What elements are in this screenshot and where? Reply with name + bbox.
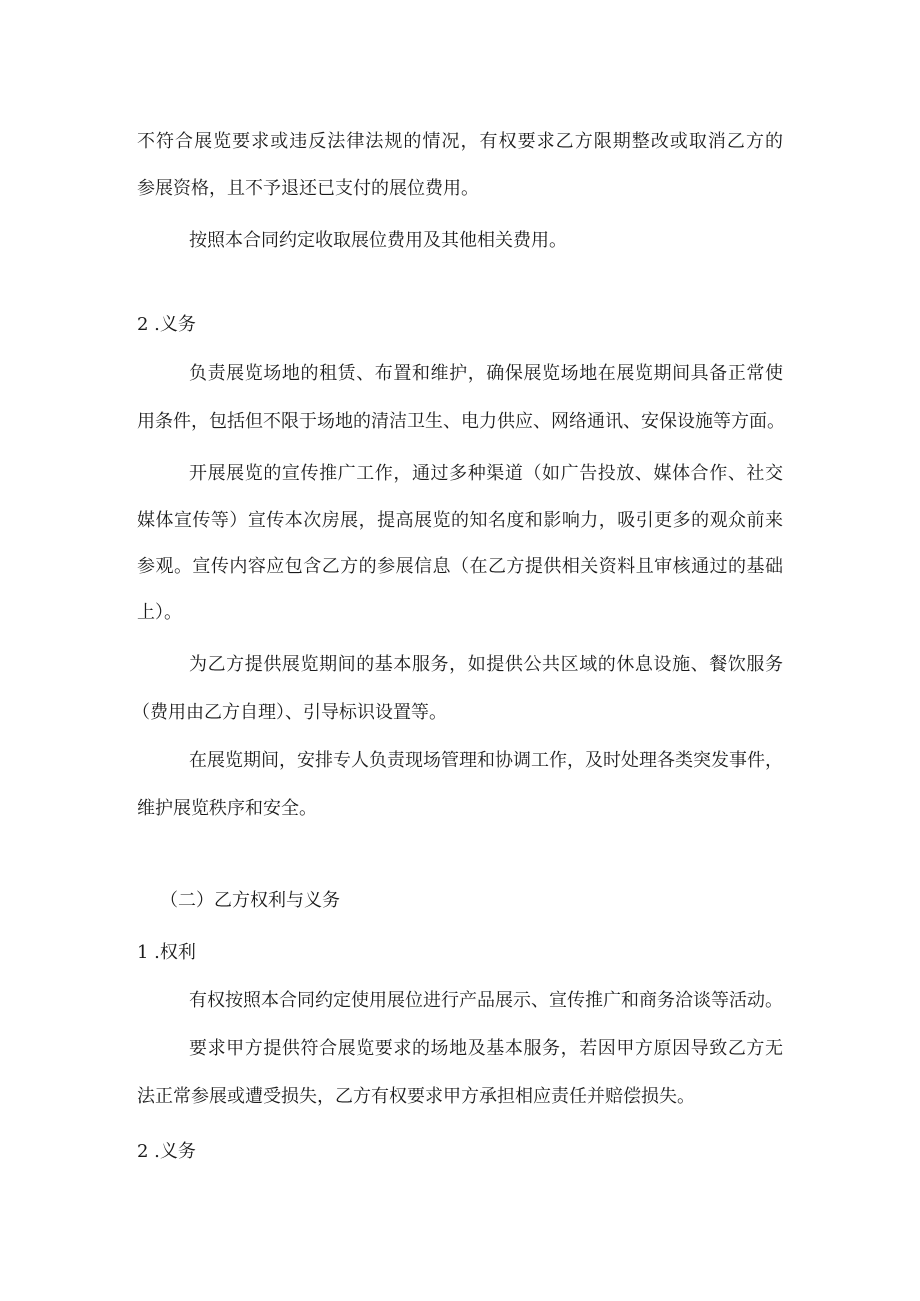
paragraph-line: 维护展览秩序和安全。 <box>137 798 317 819</box>
section-heading: 1 .权利 <box>137 942 196 963</box>
paragraph-line: 参展资格，且不予退还已支付的展位费用。 <box>137 178 479 199</box>
paragraph-line: （费用由乙方自理）、引导标识设置等。 <box>132 702 447 723</box>
paragraph-line: 为乙方提供展览期间的基本服务，如提供公共区域的休息设施、餐饮服务 <box>189 654 783 675</box>
paragraph-line: 开展展览的宣传推广工作，通过多种渠道（如广告投放、媒体合作、社交 <box>189 463 783 484</box>
paragraph-line: 负责展览场地的租赁、布置和维护，确保展览场地在展览期间具备正常使 <box>189 363 783 384</box>
paragraph-line: 要求甲方提供符合展览要求的场地及基本服务，若因甲方原因导致乙方无 <box>189 1038 783 1059</box>
paragraph-line: 媒体宣传等）宣传本次房展，提高展览的知名度和影响力，吸引更多的观众前来 <box>137 510 783 531</box>
paragraph-line: 参观。宣传内容应包含乙方的参展信息（在乙方提供相关资料且审核通过的基础 <box>137 556 783 577</box>
paragraph-line: 有权按照本合同约定使用展位进行产品展示、宣传推广和商务洽谈等活动。 <box>189 990 783 1011</box>
paragraph-line: 上）。 <box>137 602 182 623</box>
paragraph-line: 不符合展览要求或违反法律法规的情况，有权要求乙方限期整改或取消乙方的 <box>137 131 783 152</box>
paragraph-line: 法正常参展或遭受损失，乙方有权要求甲方承担相应责任并赔偿损失。 <box>137 1086 695 1107</box>
paragraph-line: 用条件，包括但不限于场地的清洁卫生、电力供应、网络通讯、安保设施等方面。 <box>137 411 785 432</box>
paragraph-line: 按照本合同约定收取展位费用及其他相关费用。 <box>189 230 567 251</box>
section-heading: 2 .义务 <box>137 1141 196 1162</box>
paragraph-line: 在展览期间，安排专人负责现场管理和协调工作，及时处理各类突发事件， <box>189 750 783 771</box>
section-heading: （二）乙方权利与义务 <box>160 890 340 911</box>
section-heading: 2 .义务 <box>137 314 196 335</box>
